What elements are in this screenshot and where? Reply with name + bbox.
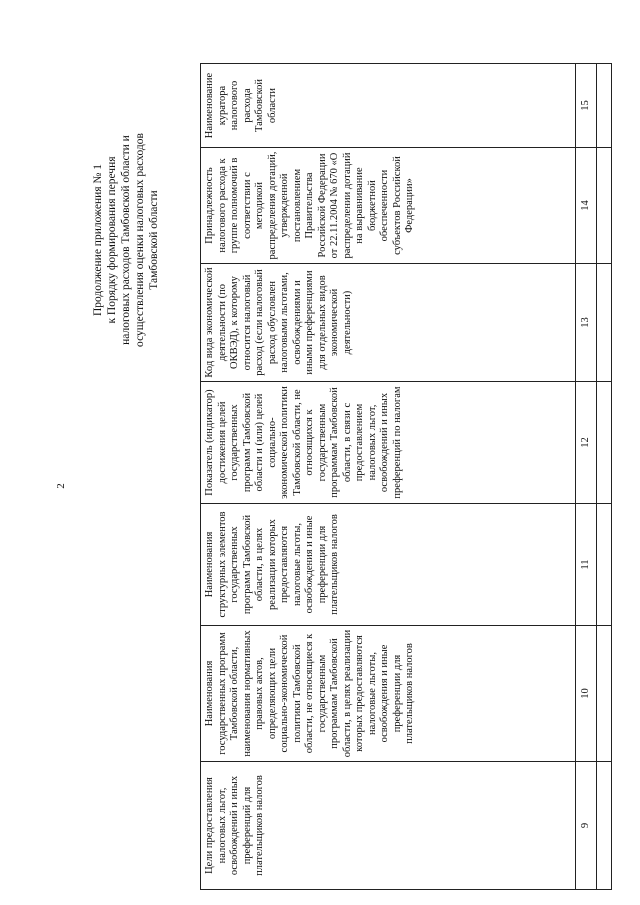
column-heading: Наименование куратора налогового расхода Тамбовской области [201, 64, 576, 148]
table-cell [597, 264, 612, 382]
empty-data-row [597, 64, 612, 890]
header-line: Продолжение приложения № 1 [92, 163, 104, 317]
header-line: налоговых расходов Тамбовской области и [120, 135, 132, 345]
column-number: 9 [576, 762, 597, 890]
column-heading: Цели предоставления налоговых льгот, освобождений и иных преференций для плательщиков налогов [201, 762, 576, 890]
column-number: 11 [576, 504, 597, 626]
table-cell [597, 626, 612, 762]
column-heading: Код вида экономической деятельности (по ОКВЭД), к которому относится налоговый расход (если налоговый расход обусловлен налоговыми льготами, освобождениями и иными преференциями для отдельных видов экономической деятельности) [201, 264, 576, 382]
column-heading: Принадлежность налогового расхода к группе полномочий в соответствии с методикой распределения дотаций, утвержденной постановлением Правительства Российской Федерации от 22.11.2004 № 670 «О распределении дотаций на выравнивание бюджетной обеспеченности субъектов Российской Федерации» [201, 148, 576, 264]
tax-expenditure-table [200, 63, 612, 890]
column-number-row [576, 64, 597, 890]
header-line: Тамбовской области [148, 190, 160, 290]
column-number: 15 [576, 64, 597, 148]
column-number: 12 [576, 382, 597, 504]
header-line: к Порядку формирования перечня [106, 156, 118, 324]
column-number: 14 [576, 148, 597, 264]
document-header [85, 20, 167, 460]
column-heading: Наименования структурных элементов государственных программ Тамбовской области, в целях реализации которых предоставляются налоговые льготы, освобождения и иные преференции для плательщиков налогов [201, 504, 576, 626]
column-heading: Наименования государственных программ Тамбовской области, наименования нормативных правовых актов, определяющих цели социально-экономической политики Тамбовской области, не относящиеся к государственным программам Тамбовской области, в целях реализации которых предоставляются налоговые льготы, освобождения и иные преференции для плательщиков налогов [201, 626, 576, 762]
table-header-row [201, 64, 576, 890]
column-heading: Показатель (индикатор) достижения целей государственных программ Тамбовской области и (или) целей социально-экономической политики Тамбовской области, не относящихся к государственным программам Тамбовской области, в связи с предоставлением налоговых льгот, освобождений и иных преференций по налогам [201, 382, 576, 504]
table-cell [597, 64, 612, 148]
table-cell [597, 504, 612, 626]
header-line: осуществления оценки налоговых расходов [134, 133, 146, 347]
column-number: 13 [576, 264, 597, 382]
table-cell [597, 762, 612, 890]
rotated-table-container [200, 64, 612, 890]
table-cell [597, 148, 612, 264]
page-number: 2 [54, 483, 67, 489]
table-cell [597, 382, 612, 504]
column-number: 10 [576, 626, 597, 762]
